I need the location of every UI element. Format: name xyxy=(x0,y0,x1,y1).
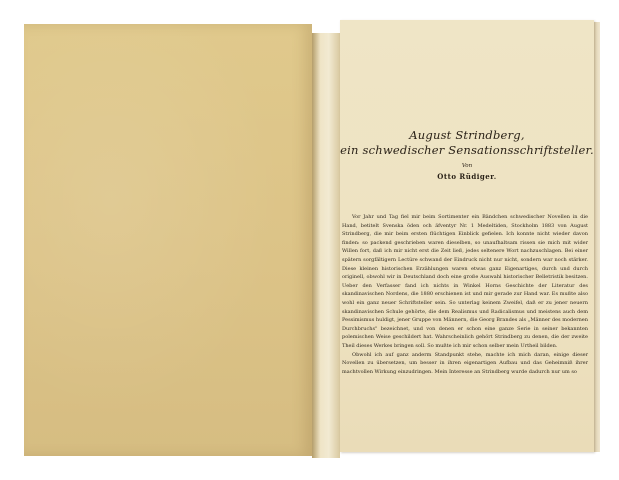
author-name: Otto Rüdiger. xyxy=(437,172,497,181)
title-block xyxy=(340,128,594,181)
body-text xyxy=(342,213,588,376)
left-page-blank xyxy=(24,24,312,456)
byline-prefix: Von xyxy=(461,163,473,169)
binding-gutter-strip xyxy=(312,33,340,458)
paragraph-1: Vor Jahr und Tag fiel mir beim Sortimenter ein Bändchen schwedischer Novellen in die Hand, betitelt Svenska öden och äfventyr Nr. 1 Medeltiden, Stockholm 1883 von August Strindberg, die mir beim ersten flüchtigen Einblick gefielen. Ich konnte nicht wieder davon finden: so packend geschrieben waren dieselben, so unaufhaltsam rissen sie mich mit wider Willen fort, daß ich mir nicht erst die Zeit ließ, jedes seltenere Wort nachzuschlagen. Bei einer spätern sorgfältigern Lectüre schwand der Eindruck nicht nur nicht, sondern war noch stärker. Diese kleinen historischen Erzählungen waren etwas ganz Eigenartiges, durch und durch originell, obwohl wir in Deutschland doch eine große Auswahl historischer Belletristik besitzen. Ueber den Verfasser fand ich nichts in Winkel Horns Geschichte der Literatur des skandinavischen Nordens, die 1880 erschienen ist und mir gerade zur Hand war. Es mußte also wohl ein ganz neuer Schriftsteller sein. So unterlag keinem Zweifel, daß er zu jener neuern skandinavischen Schule gehörte, die dem Realismus und Radicalismus und meistens auch dem Pessimismus huldigt, jener Gruppe von Männern, die Georg Brandes als „Männer des modernen Durchbruchs" bezeichnet, und von denen er schon eine ganze Serie in seiner bekannten polemischen Weise geschildert hat. Wahrscheinlich gehört Strindberg zu denen, die der zweite Theil dieses Werkes bringen soll. So mußte ich mir schon selber mein Urtheil bilden. xyxy=(342,214,588,349)
title-line-1: August Strindberg, xyxy=(409,128,525,142)
right-page xyxy=(340,20,594,452)
paragraph-2: Obwohl ich auf ganz anderm Standpunkt stehe, machte ich mich daran, einige dieser Novellen zu übersetzen, um besser in ihren eigenartigen Aufbau und das Geheimniß ihrer machtvollen Wirkung einzudringen. Mein Interesse an Strindberg wurde dadurch nur um so xyxy=(342,351,588,375)
title-line-2: ein schwedischer Sensationsschriftsteller. xyxy=(340,143,594,157)
